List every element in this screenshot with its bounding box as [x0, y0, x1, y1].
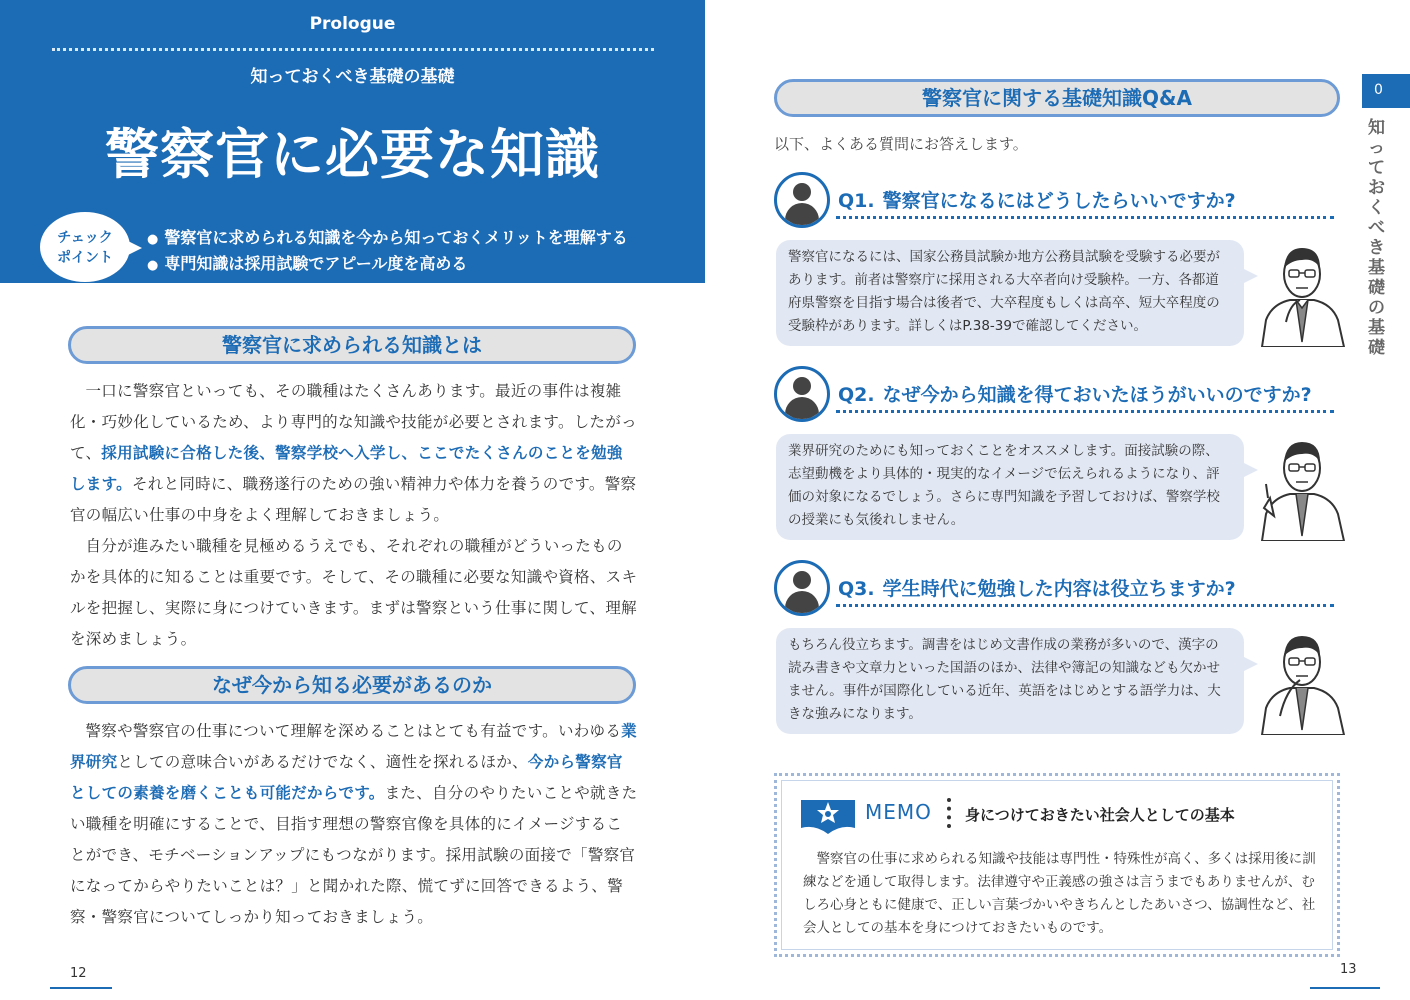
- check-point-item: ● 専門知識は採用試験でアピール度を高める: [147, 252, 628, 278]
- check-point-item: ● 警察官に求められる知識を今から知っておくメリットを理解する: [147, 226, 628, 252]
- text-run: また、自分のやりたいことや就きたい職種を明確にすることで、目指す理想の警察官像を具体的にイメージすることができ、モチベーションアップにもつながります。採用試験の面接で「警察官になってからやりたいことは？」と聞かれた際、慌てずに回答できるよう、警察・警察官についてしっかり知っておきましょう。: [70, 784, 638, 926]
- section-heading-why-now: なぜ今から知る必要があるのか: [68, 666, 636, 704]
- question-underline: [836, 604, 1334, 607]
- memo-box: [774, 773, 1340, 957]
- answer-bubble: 警察官になるには、国家公務員試験か地方公務員試験を受験する必要があります。前者は警察庁に採用される大卒者向け受験枠。一方、各都道府県警察を目指す場合は後者で、大卒程度もしくは高卒、短大卒程度の受験枠があります。詳しくはP.38-39で確認してください。: [776, 240, 1244, 346]
- question-title: [838, 186, 1236, 213]
- section-body-why-now: [70, 716, 638, 933]
- paragraph: 自分が進みたい職種を見極めるうえでも、それぞれの職種がどういったものかを具体的に知ることは重要です。そして、その職種に必要な知識や資格、スキルを把握し、実際に身につけていきます。まずは警察という仕事に関して、理解を深めましょう。: [70, 537, 638, 648]
- chapter-tab: 0: [1362, 74, 1410, 108]
- question-title: [838, 574, 1236, 601]
- question-text: 学生時代に勉強した内容は役立ちますか?: [882, 578, 1236, 600]
- question-text: なぜ今から知識を得ておいたほうがいいのですか?: [882, 384, 1312, 406]
- chapter-tab-title: 知っておくべき基礎の基礎: [1368, 118, 1385, 358]
- memo-separator: [947, 798, 951, 828]
- badge-line-1: チェック: [57, 230, 113, 246]
- question-avatar-icon: [774, 366, 830, 422]
- question-avatar-icon: [774, 172, 830, 228]
- highlight-text: 業界研究: [70, 722, 637, 771]
- question-number: Q1.: [838, 190, 875, 212]
- header-divider: [52, 48, 654, 51]
- officer-illustration-icon: [1256, 630, 1348, 735]
- text-run: 警察や警察官の仕事について理解を深めることはとても有益です。いわゆる: [85, 722, 622, 740]
- page-number-rule: [50, 987, 112, 989]
- question-title: [838, 380, 1312, 407]
- answer-bubble: もちろん役立ちます。調書をはじめ文書作成の業務が多いので、漢字の読み書きや文章力といった国語のほか、法律や簿記の知識なども欠かせません。事件が国際化している近年、英語をはじめとする語学力は、大きな強みになります。: [776, 628, 1244, 734]
- page-number-rule: [1310, 987, 1380, 989]
- chapter-subtitle: 知っておくべき基礎の基礎: [250, 67, 455, 87]
- question-number: Q3.: [838, 578, 875, 600]
- question-underline: [836, 410, 1334, 413]
- paragraph: [70, 376, 638, 531]
- paragraph: [70, 716, 638, 933]
- question-number: Q2.: [838, 384, 875, 406]
- check-point-list: [147, 226, 628, 278]
- check-point-badge: [40, 212, 130, 282]
- prologue-label: Prologue: [309, 14, 396, 34]
- page-number-right: 13: [1340, 962, 1357, 977]
- highlight-text: 今から警察官としての素養を磨くことも可能だからです。: [70, 753, 623, 802]
- officer-illustration-icon: [1256, 242, 1348, 347]
- memo-label: MEMO: [865, 800, 932, 824]
- qa-intro: 以下、よくある質問にお答えします。: [774, 135, 1028, 153]
- section-body-knowledge: [70, 376, 638, 655]
- highlight-text: 採用試験に合格した後、警察学校へ入学し、ここでたくさんのことを勉強します。: [70, 444, 623, 493]
- officer-illustration-icon: [1256, 436, 1348, 541]
- answer-bubble: 業界研究のためにも知っておくことをオススメします。面接試験の際、志望動機をより具体的・現実的なイメージで伝えられるようになり、評価の対象になるでしょう。さらに専門知識を予習しておけば、警察学校の授業にも気後れしません。: [776, 434, 1244, 540]
- question-avatar-icon: [774, 560, 830, 616]
- police-emblem-icon: [801, 796, 855, 834]
- chapter-title: 警察官に必要な知識: [105, 123, 600, 186]
- text-run: それと同時に、職務遂行のための強い精神力や体力を養うのです。警察官の幅広い仕事の中身をよく理解しておきましょう。: [70, 475, 637, 524]
- chapter-header: [0, 0, 705, 283]
- memo-text: 警察官の仕事に求められる知識や技能は専門性・特殊性が高く、多くは採用後に訓練などを通して取得します。法律遵守や正義感の強さは言うまでもありませんが、むしろ心身ともに健康で、正しい言葉づかいやきちんとしたあいさつ、協調性など、社会人としての基本を身につけておきたいものです。: [803, 851, 1316, 936]
- badge-line-2: ポイント: [57, 250, 113, 266]
- memo-title: 身につけておきたい社会人としての基本: [965, 806, 1235, 824]
- text-run: としての意味合いがあるだけでなく、適性を探れるほか、: [117, 753, 528, 771]
- question-underline: [836, 216, 1334, 219]
- qa-heading: 警察官に関する基礎知識Q&A: [774, 79, 1340, 117]
- section-heading-knowledge: 警察官に求められる知識とは: [68, 326, 636, 364]
- text-run: 一口に警察官といっても、その職種はたくさんあります。最近の事件は複雑化・巧妙化しているため、より専門的な知識や技能が必要とされます。したがって、: [70, 382, 637, 462]
- page-number-left: 12: [70, 966, 87, 981]
- question-text: 警察官になるにはどうしたらいいですか?: [882, 190, 1236, 212]
